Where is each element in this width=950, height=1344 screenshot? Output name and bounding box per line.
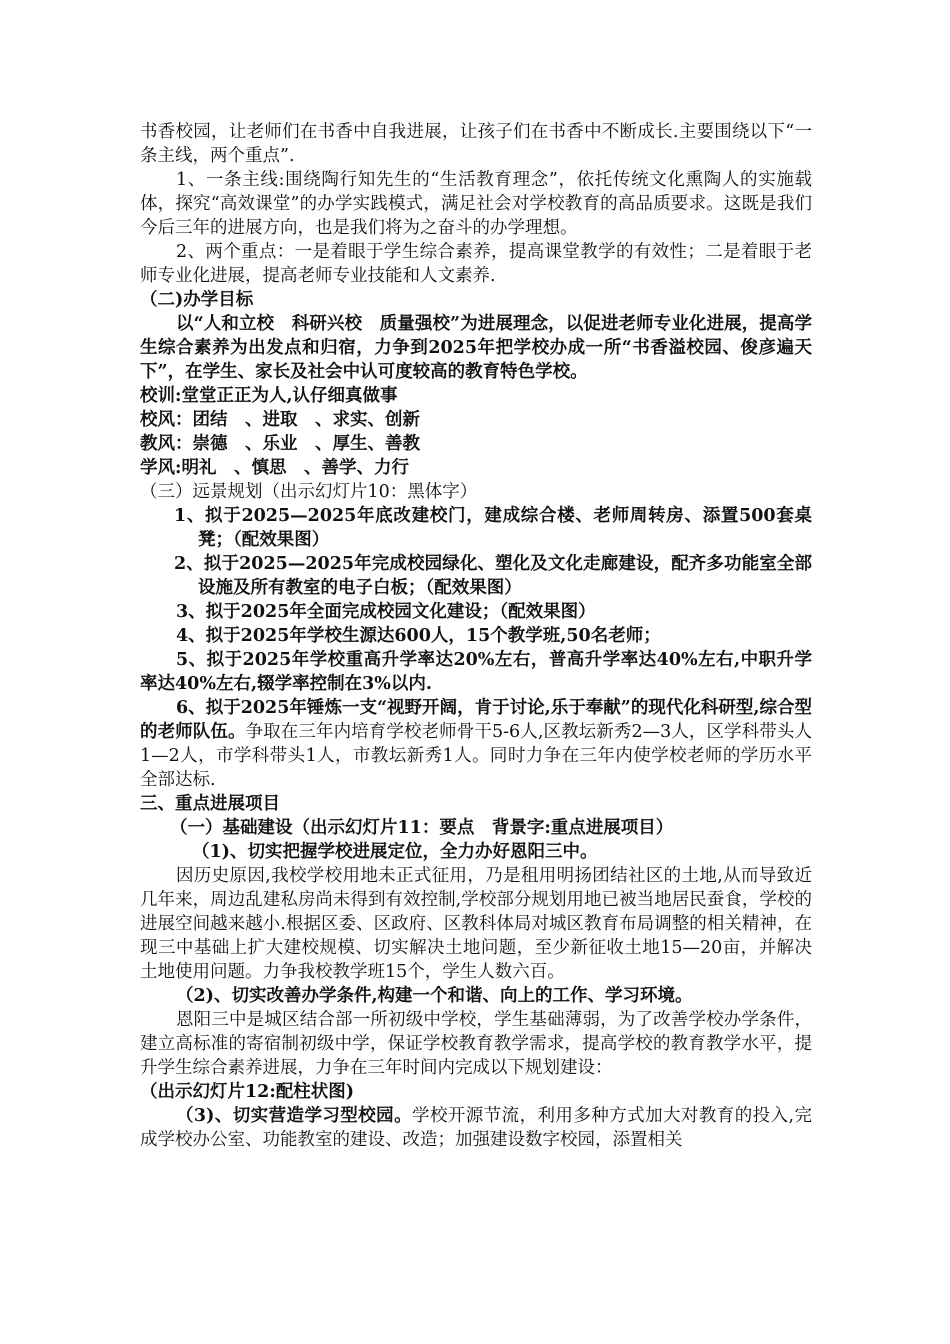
- heading-infrastructure: （一）基础建设（出示幻灯片11：要点 背景字:重点进展项目）: [170, 818, 674, 838]
- heading-conditions: （2)、切实改善办学条件,构建一个和谐、向上的工作、学习环境。: [176, 986, 693, 1006]
- plan-item-4: 4、拟于2025年学校生源达600人，15个教学班,50名老师；: [176, 626, 661, 646]
- plan-item-6-bold: 6、拟于2025年锤炼一支“视野开阔，肯于讨论,乐于奉献”的现代化科研型,综合型的老师队伍。: [140, 698, 812, 742]
- learning-campus-heading: （3)、切实营造学习型校园。: [176, 1106, 413, 1126]
- plan-item-6-text: 争取在三年内培育学校老师骨干5-6人,区教坛新秀2—3人，区学科带头人1—2人，市学科带头1人，市教坛新秀1人。同时力争在三年内使学校老师的学历水平全部达标.: [140, 722, 813, 790]
- paragraph-main-line: 1、一条主线:围绕陶行知先生的“生活教育理念”，依托传统文化熏陶人的实施载体，探究“高效课堂”的办学实践模式，满足社会对学校教育的高品质要求。这既是我们今后三年的进展方向，也是我们将为之奋斗的办学理想。: [140, 170, 812, 238]
- plan-item-5: 5、拟于2025年学校重高升学率达20%左右，普高升学率达40%左右,中职升学率达40%左右,辍学率控制在3%以内.: [140, 650, 812, 694]
- heading-vision-plan: （三）远景规划（出示幻灯片10：黑体字）: [140, 482, 478, 502]
- plan-item-2: 2、拟于2025—2025年完成校园绿化、塑化及文化走廊建设，配齐多功能室全部设施及所有教室的电子白板；（配效果图）: [174, 554, 812, 598]
- plan-item-6: [140, 696, 812, 792]
- heading-positioning: （1)、切实把握学校进展定位，全力办好恩阳三中。: [192, 842, 598, 862]
- paragraph-learning-campus: [140, 1104, 812, 1152]
- paragraph-two-focus: 2、两个重点：一是着眼于学生综合素养，提高课堂教学的有效性；二是着眼于老师专业化进展，提高老师专业技能和人文素养.: [140, 242, 812, 286]
- motto-school: 校训:堂堂正正为人,认仔细真做事: [140, 386, 398, 406]
- plan-item-3: 3、拟于2025年全面完成校园文化建设；（配效果图）: [176, 602, 596, 622]
- motto-teaching-spirit: 教风：崇德 、乐业 、厚生、善教: [140, 434, 420, 454]
- paragraph-land: 因历史原因,我校学校用地未正式征用，乃是租用明扬团结社区的土地,从而导致近几年来，周边乱建私房尚未得到有效控制,学校部分规划用地已被当地居民蚕食，学校的进展空间越来越小.根据区委、区政府、区教科体局对城区教育布局调整的相关精神，在现三中基础上扩大建校规模、切实解决土地问题，至少新征收土地15—20亩，并解决土地使用问题。力争我校教学班15个，学生人数六百。: [140, 866, 812, 982]
- learning-campus-text: 学校开源节流，利用多种方式加大对教育的投入,完成学校办公室、功能教室的建设、改造；加强建设数字校园，添置相关: [140, 1106, 812, 1150]
- heading-school-goal: （二)办学目标: [140, 290, 254, 310]
- document-page: [140, 120, 812, 1152]
- slide-note-12: （出示幻灯片12:配柱状图): [140, 1082, 355, 1102]
- paragraph-conditions: 恩阳三中是城区结合部一所初级中学校，学生基础薄弱，为了改善学校办学条件，建立高标准的寄宿制初级中学，保证学校教育教学需求，提高学校的教育教学水平，提升学生综合素养进展，力争在三年时间内完成以下规划建设：: [140, 1010, 812, 1078]
- heading-key-projects: 三、重点进展项目: [140, 794, 280, 814]
- paragraph-school-goal: 以“人和立校 科研兴校 质量强校”为进展理念，以促进老师专业化进展，提高学生综合素养为出发点和归宿，力争到2025年把学校办成一所“书香溢校园、俊彦遍天下”，在学生、家长及社会中认可度较高的教育特色学校。: [140, 314, 812, 382]
- paragraph-intro: 书香校园，让老师们在书香中自我进展，让孩子们在书香中不断成长.主要围绕以下“一条主线，两个重点”.: [140, 122, 812, 166]
- plan-item-1: 1、拟于2025—2025年底改建校门，建成综合楼、老师周转房、添置500套桌凳；（配效果图）: [174, 506, 812, 550]
- motto-study-spirit: 学风:明礼 、慎思 、善学、力行: [140, 458, 409, 478]
- motto-school-spirit: 校风：团结 、进取 、求实、创新: [140, 410, 420, 430]
